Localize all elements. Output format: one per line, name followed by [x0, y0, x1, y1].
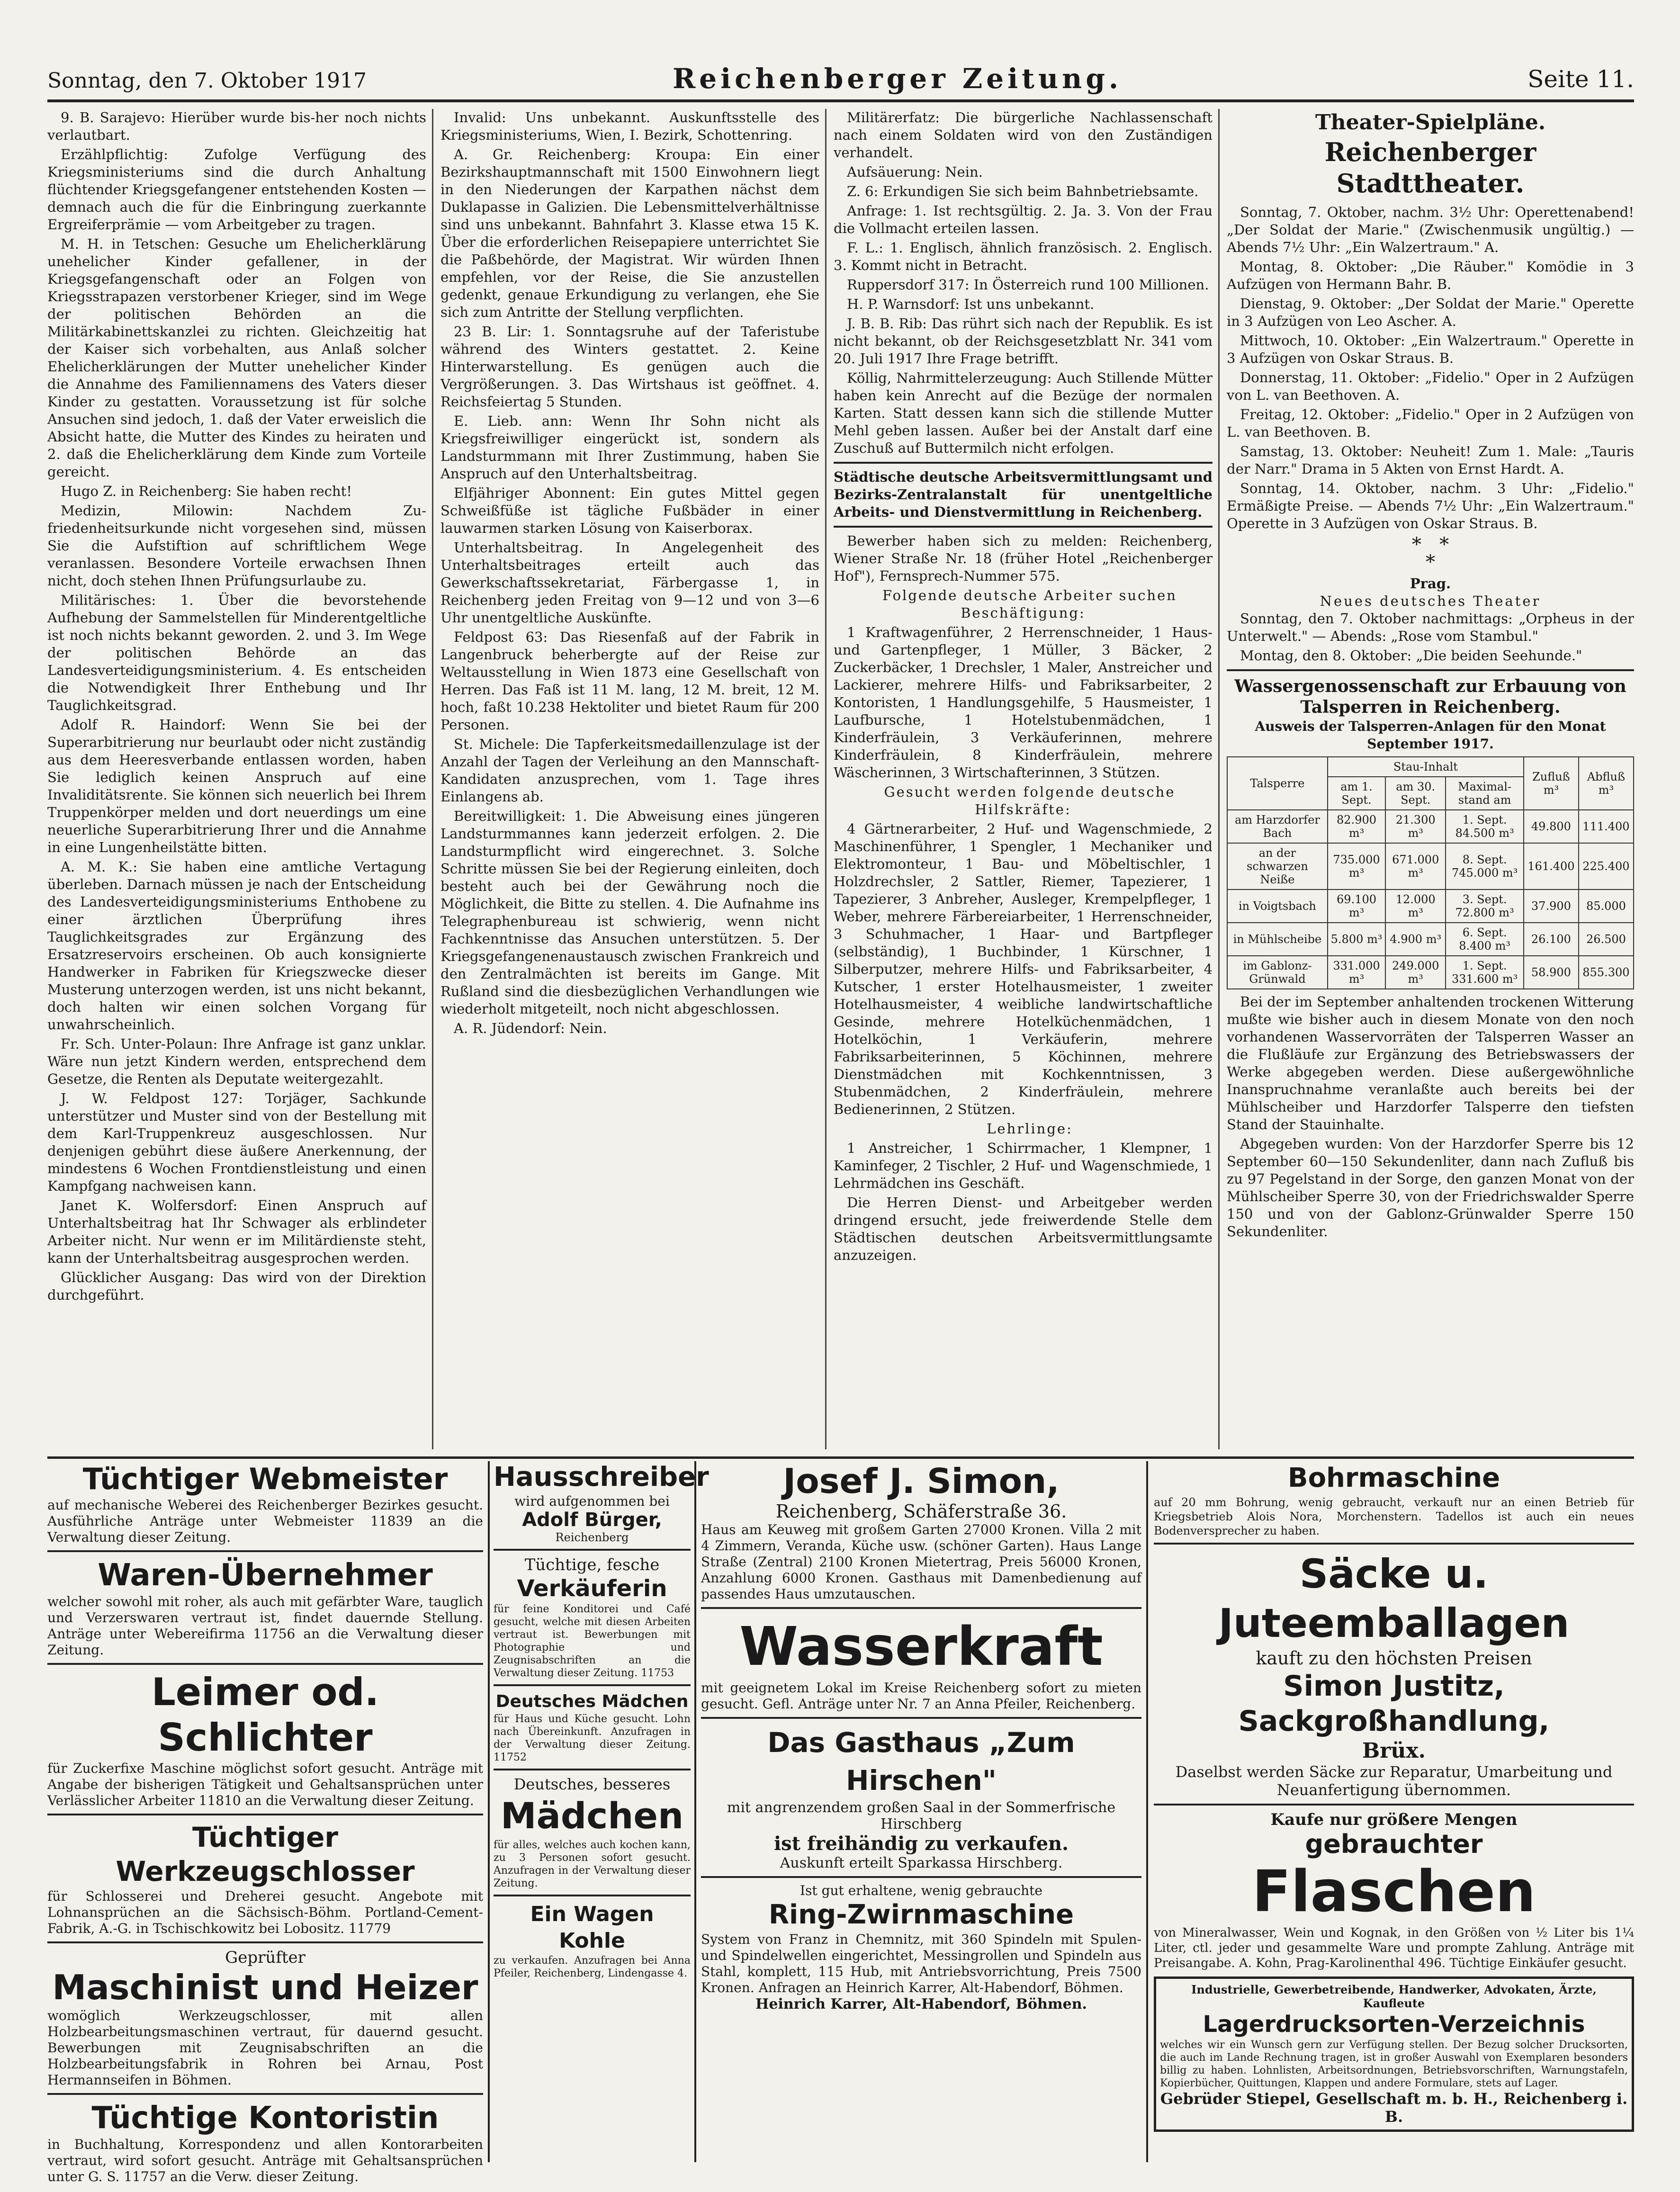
theater-entry: Mittwoch, 10. Oktober: „Ein Walzertraum." Operette in 3 Aufzügen von Oskar Straus. B.: [1227, 332, 1634, 366]
paragraph: M. H. in Tetschen: Gesuche um Ehelicherklärung unehelicher Kinder gefallener, in der Kriegsgefangenschaft oder an Folgen von Kriegsstrapazen verstorbener Krieger, sind im Wege der politischen Behörden an die Militärkabinettskanzlei zu richten. Gleichzeitig hat der Kaiser sich vorbehalten, aus Anlaß solcher Ehelicherklärungen der Mutter unehelicher Kinder die Annahme des Familiennamens des Vaters dieser Kinder zu gestatten. Voraussetzung ist für solche Ansuchen sind jedoch, 1. daß der Vater erweislich die Absicht hatte, die Mutter des Kindes zu heiraten und 2. daß die Ehelicherklärung dem Kinde zum Vorteile gereicht.: [47, 236, 426, 480]
paragraph: Militärerfatz: Die bürgerliche Nachlassenschaft nach einem Soldaten wird von den Zuständigen verhandelt.: [834, 109, 1213, 161]
table-row: [1227, 923, 1634, 956]
paragraph: J. W. Feldpost 127: Torjäger, Sachkunde unterstützer und Muster sind von der Bestellung mit dem Karl-Truppenkreuz ausgeschlossen. Nur denjenigen gebührt diese äußere Anerkennung, der mindestens 6 Wochen Frontdienstleistung und einen Kampfgang nachweisen kann.: [47, 1090, 426, 1194]
paragraph: Z. 6: Erkundigen Sie sich beim Bahnbetriebsamte.: [847, 183, 1199, 199]
ad-text: mit geeignetem Lokal im Kreise Reichenberg sofort zu mieten gesucht. Gefl. Anträge unter Nr. 7 an Anna Pfeiler, Reichenberg.: [701, 1680, 1141, 1712]
water-cooperative-title: Wassergenossenschaft zur Erbauung von Talsperren in Reichenberg.: [1234, 676, 1626, 717]
table-cell: im Gablonz-Grünwald: [1227, 956, 1328, 989]
table-header: am 1. Sept.: [1328, 777, 1385, 810]
table-cell: 331.000 m³: [1328, 956, 1385, 989]
ad-title: Josef J. Simon,: [783, 1461, 1060, 1501]
header-date: Sonntag, den 7. Oktober 1917: [47, 69, 367, 93]
section-rule: [834, 526, 1213, 528]
ad-title: Mädchen: [500, 1795, 684, 1837]
ad-text: von Mineralwasser, Wein und Kognak, in den Größen von ½ Liter bis 1¼ Liter, ctl. jeder und gesammelte Ware und prompte Zahlung. Anträge mit Preisangabe. A. Kohn, Prag-Karolinenthal 496. Tüchtige Einkäufer gesucht.: [1154, 1926, 1634, 1970]
theater-entry: Dienstag, 9. Oktober: „Der Soldat der Marie." Operette in 3 Aufzügen von Leo Ascher. A.: [1227, 296, 1634, 329]
theater-entry: Donnerstag, 11. Oktober: „Fidelio." Oper in 2 Aufzügen von L. van Beethoven. A.: [1227, 369, 1634, 403]
column-4: [1227, 109, 1634, 1449]
ad-title: Waren-Übernehmer: [98, 1558, 433, 1593]
theater-entry: Sonntag, 7. Oktober, nachm. 3½ Uhr: Operettenabend! „Der Soldat der Marie." (Zwischenmusik ungültig.) — Abends 7½ Uhr: „Ein Walzertraum." A.: [1227, 204, 1634, 255]
theater-heading: Theater-Spielpläne.: [1315, 110, 1546, 135]
theater-entry: Samstag, 13. Oktober: Neuheit! Zum 1. Male: „Tauris der Narr." Drama in 5 Akten von Ernst Hardt. A.: [1227, 443, 1634, 477]
table-cell: 6. Sept. 8.400 m³: [1446, 923, 1524, 956]
ad-text: Daselbst werden Säcke zur Reparatur, Umarbeitung und Neuanfertigung übernommen.: [1175, 1763, 1613, 1799]
paragraph: Bewerber haben sich zu melden: Reichenberg, Wiener Straße Nr. 18 (früher Hotel „Reichenberger Hof"), Fernsprech-Nummer 575.: [834, 533, 1213, 584]
water-report-subtitle: Ausweis der Talsperren-Anlagen für den Monat September 1917.: [1255, 719, 1606, 752]
table-cell: 3. Sept. 72.800 m³: [1446, 889, 1524, 923]
ad-title: Säcke u. Juteemballagen: [1218, 1551, 1570, 1646]
table-cell: 21.300 m³: [1385, 810, 1446, 843]
paragraph: Unterhaltsbeitrag. In Angelegenheit des Unterhaltsbeitrages erteilt auch das Gewerkschaftssekretariat, Färbergasse 1, in Reichenberg jeden Freitag von 9—12 und von 3—6 Uhr unentgeltliche Auskünfte.: [440, 539, 819, 626]
ad-framed-box: [1154, 1976, 1634, 2132]
ad-title: Tüchtiger Werkzeugschlosser: [116, 1821, 415, 1887]
paragraph: Janet K. Wolfersdorf: Einen Anspruch auf Unterhaltsbeitrag hat Ihr Schwager als erblindeter Arbeiter nicht. Nur wenn er im Militärdienste steht, kann der Unterhaltsbeitrag ausgesprochen werden.: [47, 1197, 426, 1266]
paragraph: Die Herren Dienst- und Arbeitgeber werden dringend ersucht, jede freiwerdende Stelle dem Städtischen deutschen Arbeitsvermittlungsamte anzuzeigen.: [834, 1195, 1213, 1263]
ad-name: Simon Justitz, Sackgroßhandlung,: [1238, 1670, 1550, 1738]
column-divider: [825, 109, 827, 1449]
subheading: Gesucht werden folgende deutsche Hilfskräfte:: [884, 784, 1176, 818]
ad-subtitle: kauft zu den höchsten Preisen: [1256, 1648, 1532, 1669]
table-cell: 249.000 m³: [1385, 956, 1446, 989]
table-cell: 12.000 m³: [1385, 889, 1446, 923]
theater-entry: Sonntag, den 7. Oktober nachmittags: „Orpheus in der Unterwelt." — Abends: „Rose vom Stambul.": [1227, 611, 1634, 644]
table-cell: an der schwarzen Neiße: [1227, 843, 1328, 889]
column-divider: [432, 109, 433, 1449]
ad-text: zu verkaufen. Anzufragen bei Anna Pfeiler, Reichenberg, Lindengasse 4.: [494, 1955, 691, 1979]
paragraph: Bereitwilligkeit: 1. Die Abweisung eines jüngeren Landsturmmannes kann jederzeit erfolgen. 2. Die Landsturmpflicht wird eingerechnet. 3. Solche Schritte müssen Sie bei der Regierung einleiten, doch besteht auch bei der Gewährung noch die Möglichkeit, die Bitte zu stellen. 4. Die Aufnahme ins Telegraphenbureau ist schwierig, wenn nicht Fachkenntnisse das Ansuchen unterstützen. 5. Der Kriegsgefangenenaustausch zwischen Frankreich und den Zentralmächten ist bereits im Gange. Mit Rußland sind die diesbezüglichen Verhandlungen wie wiederholt mitgeteilt, noch nicht abgeschlossen.: [440, 808, 819, 1017]
paragraph: F. L.: 1. Englisch, ähnlich französisch. 2. Englisch. 3. Kommt nicht in Betracht.: [834, 240, 1213, 273]
ad-title: Lagerdrucksorten-Verzeichnis: [1203, 2011, 1585, 2038]
table-cell: in Voigtsbach: [1227, 889, 1328, 923]
table-cell: 5.800 m³: [1328, 923, 1385, 956]
theater-entry: Freitag, 12. Oktober: „Fidelio." Oper in 2 Aufzügen von L. van Beethoven. B.: [1227, 406, 1634, 440]
paragraph: Bei der im September anhaltenden trockenen Witterung mußte wie bisher auch in diesem Monate von den noch vorhandenen Wasservorräten der Talsperren Wasser an die Flußläufe zur Ergänzung des Betriebswassers der Werke abgegeben werden. Diese außergewöhnliche Inanspruchnahme veranlaßte auch bereits bei der Mühlscheiber und Harzdorfer Talsperre den tiefsten Stand der Stauinhalte.: [1227, 994, 1634, 1132]
table-cell: 37.900: [1524, 889, 1579, 923]
reservoir-table: [1227, 756, 1634, 989]
ad-text: für Schlosserei und Dreherei gesucht. Angebote mit Lohnansprüchen an die Sächsisch-Böhm. Portland-Cement-Fabrik, A.-G. in Tschischkowitz bei Lobositz. 11779: [47, 1888, 483, 1936]
ad-name: Gebrüder Stiepel, Gesellschaft m. b. H., Reichenberg i. B.: [1160, 2090, 1628, 2126]
paragraph: Feldpost 63: Das Riesenfaß auf der Fabrik in Langenbruck beherbergte auf der Reise zur Weltausstellung in Wien 1873 eine Gesellschaft von Herren. Das Faß ist 11 M. lang, 12 M. breit, 12 M. hoch, faßt 10.238 Hektoliter und bietet Raum für 200 Personen.: [440, 629, 819, 733]
prag-label: Prag.: [1410, 575, 1451, 592]
table-cell: 49.800: [1524, 810, 1579, 843]
table-cell: 855.300: [1579, 956, 1634, 989]
paragraph: Hugo Z. in Reichenberg: Sie haben recht!: [61, 483, 352, 499]
ad-text: welches wir ein Wunsch gern zur Verfügung stellen. Der Bezug solcher Drucksorten, die auch im Lande Rechnung tragen, ist in großer Auswahl von Exemplaren besonders billig zu haben. Lohnlisten, Arbeitsordnungen, Betriebsvorschriften, Warnungstafeln, Kopierbücher, Quittungen, Klappen und andere Formulare, stets auf Lager.: [1160, 2039, 1628, 2089]
paragraph: A. R. Jüdendorf: Nein.: [454, 1020, 607, 1036]
prag-theater-title: Neues deutsches Theater: [1320, 593, 1541, 609]
paragraph: Invalid: Uns unbekannt. Auskunftsstelle des Kriegsministeriums, Wien, I. Bezirk, Schottenring.: [440, 109, 819, 143]
paragraph: Köllig, Nahrmittelerzeugung: Auch Stillende Mütter haben kein Anrecht auf die Bezüge der normalen Karten. Statt dessen kann sich die stillende Mutter Mehl geben lassen. Außer bei der Anstalt darf eine Zuschuß auf Buttermilch nicht erfolgen.: [834, 370, 1213, 456]
table-cell: am Harzdorfer Bach: [1227, 810, 1328, 843]
table-row: [1227, 810, 1634, 843]
ads-column-c: [701, 1461, 1141, 2162]
ad-title: Maschinist und Heizer: [52, 1967, 478, 2007]
ads-column-b: [488, 1461, 709, 2162]
ad-subtitle: gebrauchter: [1305, 1829, 1483, 1859]
ad-text: auf mechanische Weberei des Reichenberger Bezirkes gesucht. Ausführliche Anträge unter Webmeister 11839 an die Verwaltung dieser Zeitung.: [47, 1497, 483, 1545]
table-cell: 225.400: [1579, 843, 1634, 889]
table-row: [1227, 956, 1634, 989]
ads-divider: [47, 1456, 1634, 1459]
ad-title: Tüchtige Kontoristin: [91, 2101, 439, 2136]
paragraph: 9. B. Sarajevo: Hierüber wurde bis-her noch nichts verlautbart.: [47, 109, 426, 143]
paragraph: Ruppersdorf 317: In Österreich rund 100 Millionen.: [847, 277, 1209, 293]
paragraph: Erzählpflichtig: Zufolge Verfügung des Kriegsministeriums sind die durch Anhaltung flüchtender Kriegsgefangener entstehenden Kosten — demnach auch die für die Einbringung zuerkannte Ergreiferprämie — vom Arbeitgeber zu tragen.: [47, 146, 426, 233]
separator-stars: * * *: [1411, 534, 1449, 573]
ad-title: Deutsches Mädchen: [495, 1692, 689, 1711]
table-cell: 735.000 m³: [1328, 843, 1385, 889]
paragraph: Abgegeben wurden: Von der Harzdorfer Sperre bis 12 September 60—150 Sekundenliter, dann nach Zufluß bis zu 97 Pegelstand in der Sorge, den ganzen Monat von der Mühlscheiber Sperre 30, von der Friedrichswalder Sperre 150 und von der Gablonz-Grünwalder Sperre 150 Sekundenliter.: [1227, 1136, 1634, 1240]
table-cell: 161.400: [1524, 843, 1579, 889]
paragraph: 23 B. Lir: 1. Sonntagsruhe auf der Taferistube während des Winters gestattet. 2. Keine Hinterwarstellung. Es genügen auch die Vergrößerungen. 3. Das Wirtshaus ist geöffnet. 4. Reichsfeiertag 5 Stunden.: [440, 323, 819, 410]
table-cell: 26.100: [1524, 923, 1579, 956]
ad-text: ist freihändig zu verkaufen.: [773, 1833, 1069, 1855]
page-number: Seite 11.: [1527, 65, 1634, 93]
table-header: Maximal-stand am: [1446, 777, 1524, 810]
paragraph: 1 Anstreicher, 1 Schirrmacher, 1 Klempner, 1 Kaminfeger, 2 Tischler, 2 Huf- und Wagenschmiede, 1 Lehrmädchen ins Geschäft.: [834, 1140, 1213, 1191]
column-1: [47, 109, 426, 1449]
paragraph: Adolf R. Haindorf: Wenn Sie bei der Superarbitrierung nur beurlaubt oder nicht zuständig aus dem Heeresverbande entlassen worden, haben Sie lediglich keinen Anspruch auf eine Invaliditätsrente. Sie können sich neuerlich bei Ihrem Truppenkörper melden und dort neuerdings um eine neuerliche Superarbitrierung Ihrer und die Annahme in eine Lungenheilstätte bitten.: [47, 717, 426, 855]
theater-entry: Montag, den 8. Oktober: „Die beiden Seehunde.": [1240, 647, 1582, 664]
ad-title: Leimer od. Schlichter: [151, 1670, 379, 1760]
ad-text: für alles, welches auch kochen kann, zu 3 Personen sofort gesucht. Anzufragen in der Verwaltung dieser Zeitung.: [494, 1839, 691, 1889]
table-cell: 26.500: [1579, 923, 1634, 956]
table-cell: 111.400: [1579, 810, 1634, 843]
table-header: Stau-Inhalt: [1328, 757, 1524, 777]
table-cell: 69.100 m³: [1328, 889, 1385, 923]
paragraph: 4 Gärtnerarbeiter, 2 Huf- und Wagenschmiede, 2 Maschinenführer, 1 Spengler, 1 Mechaniker und Elektromonteur, 1 Bau- und Möbeltischler, 1 Holzdrechsler, 2 Sattler, Riemer, Tapezierer, 1 Tapezierer, 3 Anbreher, Ausleger, Krempelpfleger, 1 Weber, mehrere Färbereiarbeiter, 1 Herrenschneider, 3 Schuhmacher, 1 Haar- und Bartpfleger (selbständig), 1 Buchbinder, 1 Kürschner, 1 Silberputzer, mehrere Hilfs- und Fabriksarbeiter, 4 Kutscher, 1 erster Hotelhausmeister, 1 zweiter Hotelhausmeister, 4 weibliche landwirtschaftliche Gesinde, mehrere Hotelküchenmädchen, 1 Hotelköchin, 1 Verkäuferin, mehrere Fabriksarbeiterinnen, 5 Köchinnen, mehrere Dienstmädchen mit Kochkenntnissen, 3 Stubenmädchen, 2 Kinderfräulein, mehrere Bedienerinnen, 2 Stützen.: [834, 821, 1213, 1117]
employment-office-title: Städtische deutsche Arbeitsvermittlungsamt und Bezirks-Zentralanstalt für unentgeltliche Arbeits- und Dienstvermittlung in Reichenberg.: [834, 469, 1213, 520]
ad-text: System von Franz in Chemnitz, mit 360 Spindeln mit Spulen- und Spindelwellen eingerichtet, Messingrollen und Spindeln aus Stahl, komplett, 115 Hub, mit Antriebsvorrichtung, Preis 7500 Kronen. Anfragen an Heinrich Karrer, Alt-Habendorf, Böhmen.: [701, 1931, 1141, 1995]
table-cell: 82.900 m³: [1328, 810, 1385, 843]
ad-pretitle: Industrielle, Gewerbetreibende, Handwerker, Advokaten, Ärzte, Kaufleute: [1191, 1983, 1597, 2010]
ad-text: für Zuckerfixe Maschine möglichst sofort gesucht. Anträge mit Angabe der bisherigen Tätigkeit und Gehaltsansprüchen unter Verlässlicher Arbeiter 11810 an die Verwaltung dieser Zeitung.: [47, 1761, 483, 1808]
subheading: Folgende deutsche Arbeiter suchen Beschäftigung:: [882, 587, 1177, 621]
subheading: Lehrlinge:: [987, 1121, 1073, 1137]
paragraph: E. Lieb. ann: Wenn Ihr Sohn nicht als Kriegsfreiwilliger eingerückt ist, sondern als Landsturmmann mit Ihrer Zustimmung, haben Sie Anspruch auf den Unterhaltsbeitrag.: [440, 413, 819, 482]
ad-title: Tüchtiger Webmeister: [82, 1462, 448, 1496]
table-cell: 1. Sept. 84.500 m³: [1446, 810, 1524, 843]
ad-name: Adolf Bürger,: [522, 1509, 662, 1531]
ad-text: für feine Konditorei und Café gesucht, welche mit diesen Arbeiten vertraut ist. Bewerbungen mit Photographie und Zeugnisabschriften an die Verwaltung dieser Zeitung. 11753: [494, 1603, 691, 1679]
column-2: [440, 109, 819, 1449]
paragraph: Militärisches: 1. Über die bevorstehende Aufhebung der Sammelstellen für Minderentgeltliche ist noch nichts bekannt geworden. 2. und 3. Im Wege der politischen Behörde an das Landesverteidigungsministerium. 4. Es entscheiden die Notwendigkeit Ihrer Enthebung und Ihr Tauglichkeitsgrad.: [47, 592, 426, 713]
newspaper-title: Reichenberger Zeitung.: [673, 63, 1123, 95]
ad-text: womöglich Werkzeugschlosser, mit allen Holzbearbeitungsmaschinen vertraut, für dauernd gesucht. Bewerbungen mit Zeugnisabschriften an die Holzbearbeitungsfabrik in Rohren bei Arnau, Post Hermannseifen in Böhmen.: [47, 2008, 483, 2088]
table-header: Talsperre: [1227, 757, 1328, 810]
ad-pretitle: Geprüfter: [225, 1948, 305, 1967]
ad-subtitle: Reichenberg, Schäferstraße 36.: [775, 1501, 1067, 1522]
ad-title: Flaschen: [1252, 1859, 1536, 1925]
table-row: [1227, 889, 1634, 923]
column-divider: [1218, 109, 1220, 1449]
paragraph: J. B. B. Rib: Das rührt sich nach der Republik. Es ist nicht bekannt, ob der Reichsgesetzblatt Nr. 341 vom 20. Juli 1917 Ihre Frage betrifft.: [834, 315, 1213, 367]
table-header: Zufluß m³: [1524, 757, 1579, 810]
paragraph: St. Michele: Die Tapferkeitsmedaillenzulage ist der Anzahl der Tagen der Verleihung an den Mannschaft-Kandidaten anzusprechen, vom 1. Tage ihres Einlangens ab.: [440, 736, 819, 805]
ad-pretitle: Tüchtige, fesche: [524, 1555, 660, 1574]
ad-text: auf 20 mm Bohrung, wenig gebraucht, verkauft nur an einen Betrieb für Kriegsbetrieb Alois Nora, Morchenstern. Tadellos ist auch ein neues Bodenversprecher zu haben.: [1154, 1496, 1634, 1537]
ad-text: wird aufgenommen bei: [514, 1493, 670, 1509]
table-cell: in Mühlscheibe: [1227, 923, 1328, 956]
ad-text: Haus am Keuweg mit großem Garten 27000 Kronen. Villa 2 mit 4 Zimmern, Veranda, Küche usw. (schöner Garten). Haus Lange Straße (Zentral) 2100 Kronen Mietertrag, Preis 56000 Kronen, Anzahlung 6000 Kronen. Gasthaus mit Damenbedienung auf passendes Haus umzutauschen.: [701, 1522, 1141, 1602]
ad-title: Hausschreiber: [494, 1462, 709, 1492]
section-rule: [1227, 669, 1634, 671]
paragraph: Aufsäuerung: Nein.: [847, 164, 983, 180]
ad-place: Reichenberg: [555, 1531, 629, 1544]
paragraph: A. M. K.: Sie haben eine amtliche Vertagung überleben. Darnach müssen je nach der Entscheidung des Landesverteidigungsministeriums Enthobene zu einer ärztlichen Überprüfung ihres Tauglichkeitsgrades zur Ergänzung des Ersatzreservoirs erscheinen. Ob auch konsignierte Handwerker in Fabriken für Kriegszwecke dieser Musterung unterzogen werden, ist uns nicht bekannt, doch halten wir einen solchen Vorgang für unwahrscheinlich.: [47, 859, 426, 1033]
ad-name: Heinrich Karrer, Alt-Habendorf, Böhmen.: [755, 1996, 1087, 2012]
ads-column-a: [47, 1461, 483, 2184]
ad-text: mit angrenzendem großen Saal in der Sommerfrische Hirschberg: [727, 1799, 1116, 1833]
table-cell: 85.000: [1579, 889, 1634, 923]
ad-pretitle: Deutsches, besseres: [513, 1775, 671, 1793]
table-header: Abfluß m³: [1579, 757, 1634, 810]
ad-text: Auskunft erteilt Sparkassa Hirschberg.: [780, 1855, 1063, 1871]
ad-title: Wasserkraft: [739, 1616, 1103, 1678]
paragraph: H. P. Warnsdorf: Ist uns unbekannt.: [847, 296, 1095, 312]
paragraph: Glücklicher Ausgang: Das wird von der Direktion durchgeführt.: [47, 1269, 426, 1303]
ad-text: in Buchhaltung, Korrespondenz und allen Kontorarbeiten vertraut, wird sofort gesucht. Anträge mit Gehaltsansprüchen unter G. S. 11757 an die Verw. dieser Zeitung.: [47, 2137, 483, 2184]
page-header: [47, 57, 1634, 102]
table-cell: 8. Sept. 745.000 m³: [1446, 843, 1524, 889]
theater-subheading: Reichenberger Stadttheater.: [1324, 137, 1536, 198]
table-cell: 1. Sept. 331.600 m³: [1446, 956, 1524, 989]
paragraph: Elfjähriger Abonnent: Ein gutes Mittel gegen Schweißfüße ist tägliche Fußbäder in einer lauwarmen starken Lösung von Kaiserborax.: [440, 485, 819, 536]
section-rule: [834, 462, 1213, 464]
ad-title: Ein Wagen Kohle: [530, 1902, 654, 1953]
ad-pretitle: Kaufe nur größere Mengen: [1270, 1810, 1518, 1829]
ad-text: welcher sowohl mit roher, als auch mit gefärbter Ware, tauglich und Verzerswaren vertraut ist, findet dauernde Stellung. Anträge unter Webereifirma 11756 an die Verwaltung dieser Zeitung.: [47, 1594, 483, 1658]
ad-title: Ring-Zwirnmaschine: [768, 1899, 1074, 1930]
ad-title: Bohrmaschine: [1287, 1463, 1500, 1493]
paragraph: 1 Kraftwagenführer, 2 Herrenschneider, 1 Haus- und Gartenpfleger, 1 Müller, 3 Bäcker, 2 Zuckerbäcker, 1 Drechsler, 1 Maler, Anstreicher und Lackierer, mehrere Hilfs- und Fabriksarbeiter, 2 Kontoristen, 1 Handlungsgehilfe, 5 Hausmeister, 1 Laufbursche, 1 Hotelstubenmädchen, 1 Kinderfräulein, 3 Verkäuferinnen, mehrere Kinderfräulein, 8 Kinderfräulein, mehrere Wäscherinnen, 3 Wirtschafterinnen, 3 Stützen.: [834, 624, 1213, 781]
ads-column-d: [1146, 1461, 1634, 2162]
table-cell: 58.900: [1524, 956, 1579, 989]
ad-place: Brüx.: [1362, 1739, 1426, 1763]
paragraph: Fr. Sch. Unter-Polaun: Ihre Anfrage ist ganz unklar. Wäre nun jetzt Kindern werden, entsprechend dem Gesetze, die Renten als Deputate weitergezahlt.: [47, 1036, 426, 1087]
ad-title: Das Gasthaus „Zum Hirschen": [767, 1726, 1075, 1797]
paragraph: A. Gr. Reichenberg: Kroupa: Ein einer Bezirkshauptmannschaft mit 1500 Einwohnern liegt in den Niederungen der Karpathen nächst dem Duklapasse in Galizien. Die Lebensmittelverhältnisse sind uns unbekannt. Bahnfahrt 3. Klasse etwa 15 K. Über die erforderlichen Reisepapiere unterrichtet Sie die Paßbehörde, der Magistrat. Wir würden Ihnen empfehlen, vor der Reise, die Sie anzustellen gedenkt, genaue Erkundigung zu verlangen, ehe Sie sich zum Antritte der Stellung verpflichten.: [440, 146, 819, 320]
column-3: [834, 109, 1213, 1449]
theater-entry: Sonntag, 14. Oktober, nachm. 3 Uhr: „Fidelio." Ermäßigte Preise. — Abends 7½ Uhr: „Ein Walzertraum." Operette in 3 Aufzügen von Oskar Straus. B.: [1227, 480, 1634, 531]
ad-text: für Haus und Küche gesucht. Lohn nach Übereinkunft. Anzufragen in der Verwaltung dieser Zeitung. 11752: [494, 1713, 691, 1763]
paragraph: Medizin, Milowin: Nachdem Zu-friedenheitsurkunde nicht vorgesehen sind, müssen Sie die Aufstiftion auf schriftlichem Wege veranlassen. Besondere Vorteile erwachsen Ihnen nicht, doch stehen Ihnen Prüfungsurlaube zu.: [47, 503, 426, 589]
table-header: am 30. Sept.: [1385, 777, 1446, 810]
ad-pretitle: Ist gut erhaltene, wenig gebrauchte: [800, 1883, 1042, 1898]
table-cell: 4.900 m³: [1385, 923, 1446, 956]
theater-entry: Montag, 8. Oktober: „Die Räuber." Komödie in 3 Aufzügen von Hermann Bahr. B.: [1227, 259, 1634, 292]
table-row: [1227, 843, 1634, 889]
paragraph: Anfrage: 1. Ist rechtsgültig. 2. Ja. 3. Von der Frau die Vollmacht erteilen lassen.: [834, 203, 1213, 236]
ad-title: Verkäuferin: [517, 1575, 667, 1602]
table-cell: 671.000 m³: [1385, 843, 1446, 889]
